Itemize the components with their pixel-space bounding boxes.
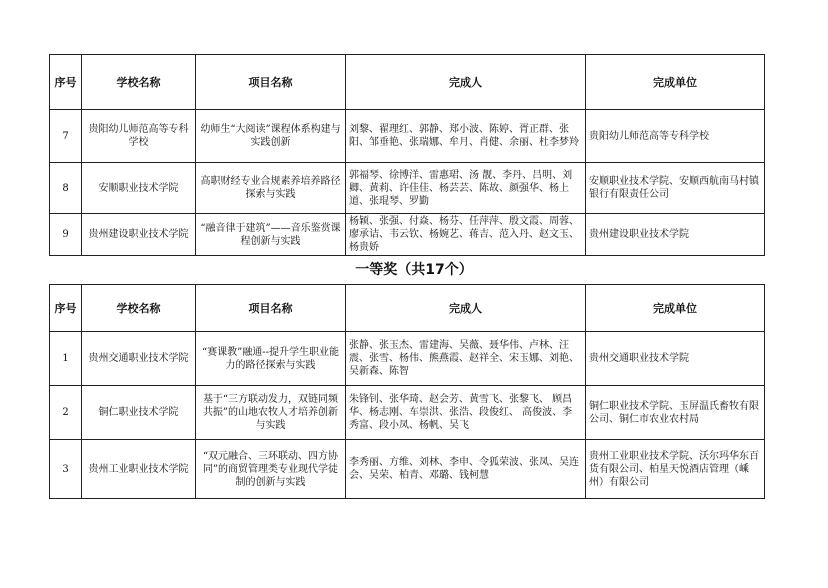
row-school: 铜仁职业技术学院 bbox=[82, 386, 196, 440]
header-people: 完成人 bbox=[346, 55, 586, 110]
table-row bbox=[50, 110, 765, 163]
row-unit: 贵阳幼儿师范高等专科学校 bbox=[586, 110, 765, 163]
row-unit: 贵州工业职业技术学院、沃尔玛华东百货有限公司、柏星天悦酒店管理（嵊州）有限公司 bbox=[586, 440, 765, 499]
row-school: 贵州工业职业技术学院 bbox=[82, 440, 196, 499]
header-people: 完成人 bbox=[346, 285, 586, 332]
header-school: 学校名称 bbox=[82, 285, 196, 332]
row-unit: 铜仁职业技术学院、玉屏温氏畜牧有限公司、铜仁市农业农村局 bbox=[586, 386, 765, 440]
row-people: 郭福琴、徐博洋、雷惠珺、汤 靓、李丹、吕明、刘卿、黄莉、许佳佳、杨芸芸、陈故、颜强华、杨上道、张琨琴、罗勤 bbox=[346, 163, 586, 214]
awards-table-top bbox=[49, 54, 765, 256]
row-people: 张静、张玉杰、雷建海、吴薇、聂华伟、卢林、汪震、张雪、杨伟、熊燕霞、赵祥全、宋玉娜、刘艳、吴新森、陈智 bbox=[346, 332, 586, 386]
row-people: 朱锋钊、张华琦、赵会芳、黄雪飞、张黎飞、 顾昌华、杨志刚、车崇洪、张浩、段俊红、 高俊波、李秀富、段小凤、杨帆、吴飞 bbox=[346, 386, 586, 440]
row-no: 3 bbox=[50, 440, 82, 499]
row-project: “双元融合、三环联动、四方协同”的商贸管理类专业现代学徒制的创新与实践 bbox=[196, 440, 346, 499]
header-no: 序号 bbox=[50, 285, 82, 332]
header-row bbox=[50, 55, 765, 110]
row-no: 1 bbox=[50, 332, 82, 386]
header-project: 项目名称 bbox=[196, 55, 346, 110]
row-unit: 贵州交通职业技术学院 bbox=[586, 332, 765, 386]
row-no: 9 bbox=[50, 214, 82, 256]
row-project: “融音律于建筑”——音乐鉴赏课程创新与实践 bbox=[196, 214, 346, 256]
table-row bbox=[50, 332, 765, 386]
row-project: 幼师生“大阅读”课程体系构建与实践创新 bbox=[196, 110, 346, 163]
row-unit: 贵州建设职业技术学院 bbox=[586, 214, 765, 256]
row-school: 安顺职业技术学院 bbox=[82, 163, 196, 214]
row-people: 刘黎、翟理红、郭静、郑小波、陈婷、胥正群、张阳、邹垂艳、张瑞娜、牟月、肖健、余丽、杜李梦羚 bbox=[346, 110, 586, 163]
header-no: 序号 bbox=[50, 55, 82, 110]
section-title: 一等奖（共17个） bbox=[355, 262, 473, 278]
table-row bbox=[50, 440, 765, 499]
header-unit: 完成单位 bbox=[586, 55, 765, 110]
row-no: 7 bbox=[50, 110, 82, 163]
header-row bbox=[50, 285, 765, 332]
header-school: 学校名称 bbox=[82, 55, 196, 110]
row-people: 杨颖、张强、付焱、杨芬、任萍萍、殷文霞、周蓉、廖承诘、韦云钦、杨婉艺、蒋吉、范入丹、赵文玉、杨贵娇 bbox=[346, 214, 586, 256]
table-row bbox=[50, 214, 765, 256]
row-project: 基于“三方联动发力，双链同频共振”的山地农牧人才培养创新与实践 bbox=[196, 386, 346, 440]
row-school: 贵州建设职业技术学院 bbox=[82, 214, 196, 256]
awards-table-first-prize bbox=[49, 284, 765, 499]
row-project: 高职财经专业合规素养培养路径探索与实践 bbox=[196, 163, 346, 214]
table-row bbox=[50, 163, 765, 214]
row-no: 2 bbox=[50, 386, 82, 440]
row-unit: 安顺职业技术学院、安顺西航南马村镇银行有限责任公司 bbox=[586, 163, 765, 214]
row-project: “赛课教”融通--提升学生职业能力的路径探索与实践 bbox=[196, 332, 346, 386]
row-school: 贵州交通职业技术学院 bbox=[82, 332, 196, 386]
table-row bbox=[50, 386, 765, 440]
row-people: 李秀丽、方维、刘林、李申、令狐荣波、张凤、吴连会、吴荣、柏青、邓璐、钱柯慧 bbox=[346, 440, 586, 499]
row-no: 8 bbox=[50, 163, 82, 214]
header-unit: 完成单位 bbox=[586, 285, 765, 332]
row-school: 贵阳幼儿师范高等专科学校 bbox=[82, 110, 196, 163]
header-project: 项目名称 bbox=[196, 285, 346, 332]
